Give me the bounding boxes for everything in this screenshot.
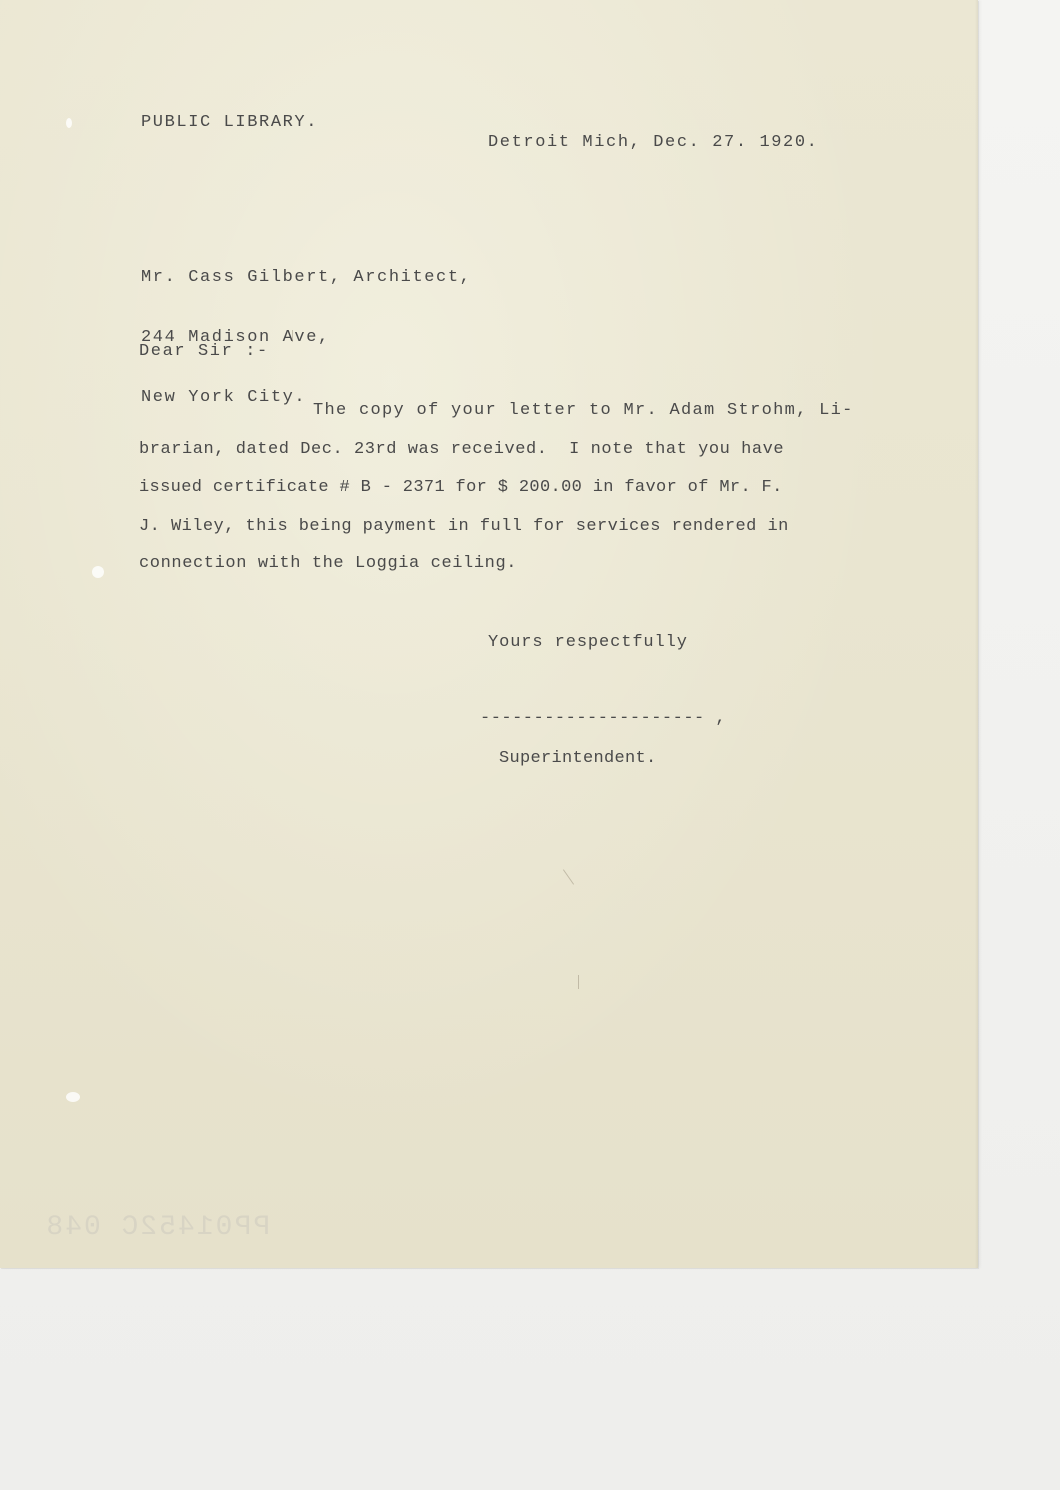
dateline: Detroit Mich, Dec. 27. 1920. (488, 133, 819, 152)
recipient-city: New York City. (141, 388, 307, 407)
body-line: brarian, dated Dec. 23rd was received. I note that you have (139, 440, 785, 459)
recipient-street: 244 Madison Ave, (141, 328, 330, 347)
paper-mark (578, 975, 579, 989)
paper-speck (92, 566, 104, 578)
body-line: J. Wiley, this being payment in full for services rendered in (139, 517, 789, 536)
paper-mark (563, 869, 574, 884)
letterhead: PUBLIC LIBRARY. (141, 113, 319, 132)
salutation: Dear Sir :- (139, 342, 269, 361)
signature-line: --------------------- , (480, 709, 727, 728)
body-line: issued certificate # B - 2371 for $ 200.00 in favor of Mr. F. (139, 478, 783, 497)
body-line: connection with the Loggia ceiling. (139, 554, 518, 573)
paper-mark (292, 330, 293, 342)
signer-title: Superintendent. (499, 749, 657, 768)
archive-stamp: PP01452C 048 (44, 1212, 270, 1243)
body-line: The copy of your letter to Mr. Adam Strohm, Li- (313, 401, 854, 420)
paper-speck (66, 118, 72, 128)
paper-speck (66, 1092, 80, 1102)
closing: Yours respectfully (488, 633, 688, 652)
recipient-name: Mr. Cass Gilbert, Architect, (141, 268, 472, 287)
